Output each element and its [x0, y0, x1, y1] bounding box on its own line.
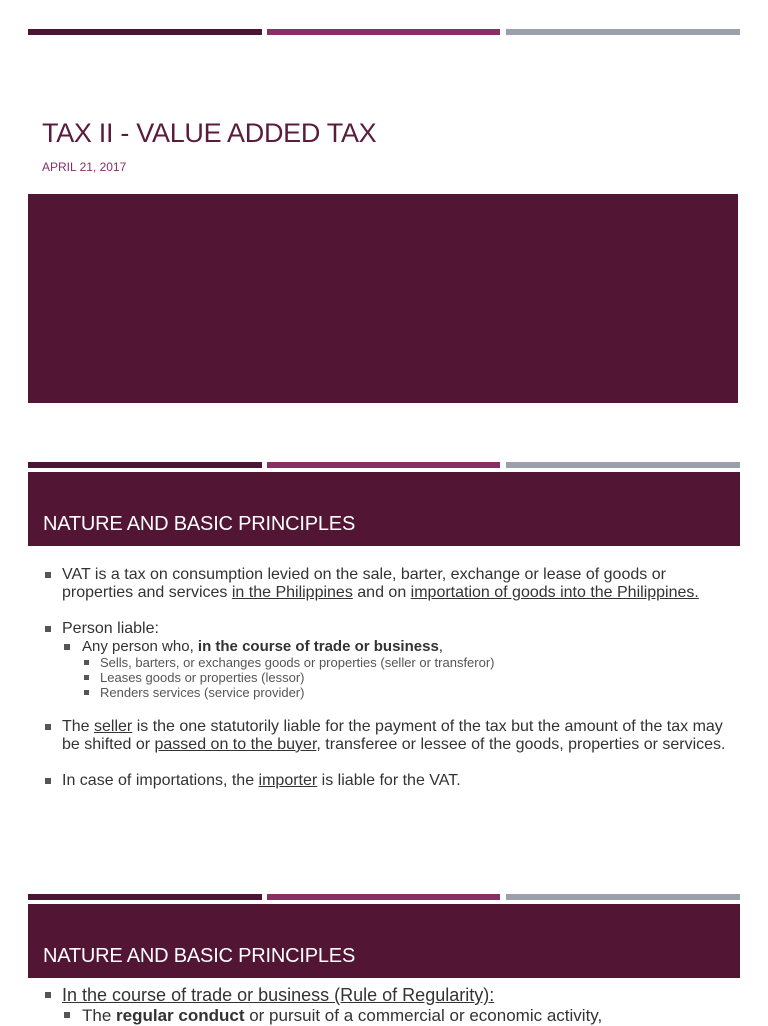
page-title: TAX II - VALUE ADDED TAX	[42, 118, 377, 148]
accent-bar-magenta	[267, 894, 500, 900]
accent-bar-dark	[28, 462, 262, 468]
accent-bar-gray	[506, 462, 740, 468]
accent-bar-magenta	[267, 29, 500, 35]
accent-bar-dark	[28, 29, 262, 35]
bullet-list	[44, 566, 734, 790]
accent-bar-gray	[506, 894, 740, 900]
title-image-block	[28, 194, 738, 403]
list-item	[44, 984, 734, 1026]
accent-bars	[28, 29, 740, 35]
underlined-text: in the Philippines	[231, 584, 353, 601]
list-item: The seller is the one statutorily liable for the payment of the tax but the amount of the tax may be shifted or passed on to the buyer, transferee or lessee of the goods, properties or services.	[44, 718, 734, 754]
underlined-text: importation of goods into the Philippines.	[410, 584, 699, 601]
sub-sub-list-item: Renders services (service provider)	[82, 685, 734, 700]
accent-bar-magenta	[267, 462, 500, 468]
section-header	[28, 904, 740, 978]
underlined-text: In the course of trade or business (Rule of Regularity):	[62, 985, 495, 1005]
underlined-text: importer	[258, 772, 318, 789]
underlined-text: seller	[94, 718, 133, 735]
underlined-text: passed on to the buyer	[154, 736, 317, 753]
sub-sub-list-item: Leases goods or properties (lessor)	[82, 670, 734, 685]
sub-sub-list	[82, 655, 734, 700]
list-item: Person liable: Any person who, in the course of trade or business, Sells, barters, or exchanges goods or properties (seller or transferor) Leases goods or properties (lessor) Renders services (service provider)	[44, 620, 734, 700]
list-item: In case of importations, the importer is liable for the VAT.	[44, 772, 734, 790]
sub-list	[62, 1006, 734, 1026]
accent-bar-dark	[28, 894, 262, 900]
page-date: APRIL 21, 2017	[42, 160, 127, 174]
accent-bars	[28, 894, 740, 900]
section-header	[28, 472, 740, 546]
accent-bars	[28, 462, 740, 468]
sub-list-item: The regular conduct or pursuit of a commercial or economic activity,	[62, 1006, 734, 1026]
sub-list-item: Any person who, in the course of trade or business, Sells, barters, or exchanges goods or properties (seller or transferor) Leases goods or properties (lessor) Renders services (service provider)	[62, 638, 734, 700]
list-item: VAT is a tax on consumption levied on the sale, barter, exchange or lease of goods or properties and services in the Philippines and on importation of goods into the Philippines.	[44, 566, 734, 602]
section-title: NATURE AND BASIC PRINCIPLES	[43, 945, 356, 967]
accent-bar-gray	[506, 29, 740, 35]
sub-list	[62, 638, 734, 700]
bullet-list	[44, 984, 734, 1026]
section-title: NATURE AND BASIC PRINCIPLES	[43, 513, 356, 535]
sub-sub-list-item: Sells, barters, or exchanges goods or properties (seller or transferor)	[82, 655, 734, 670]
